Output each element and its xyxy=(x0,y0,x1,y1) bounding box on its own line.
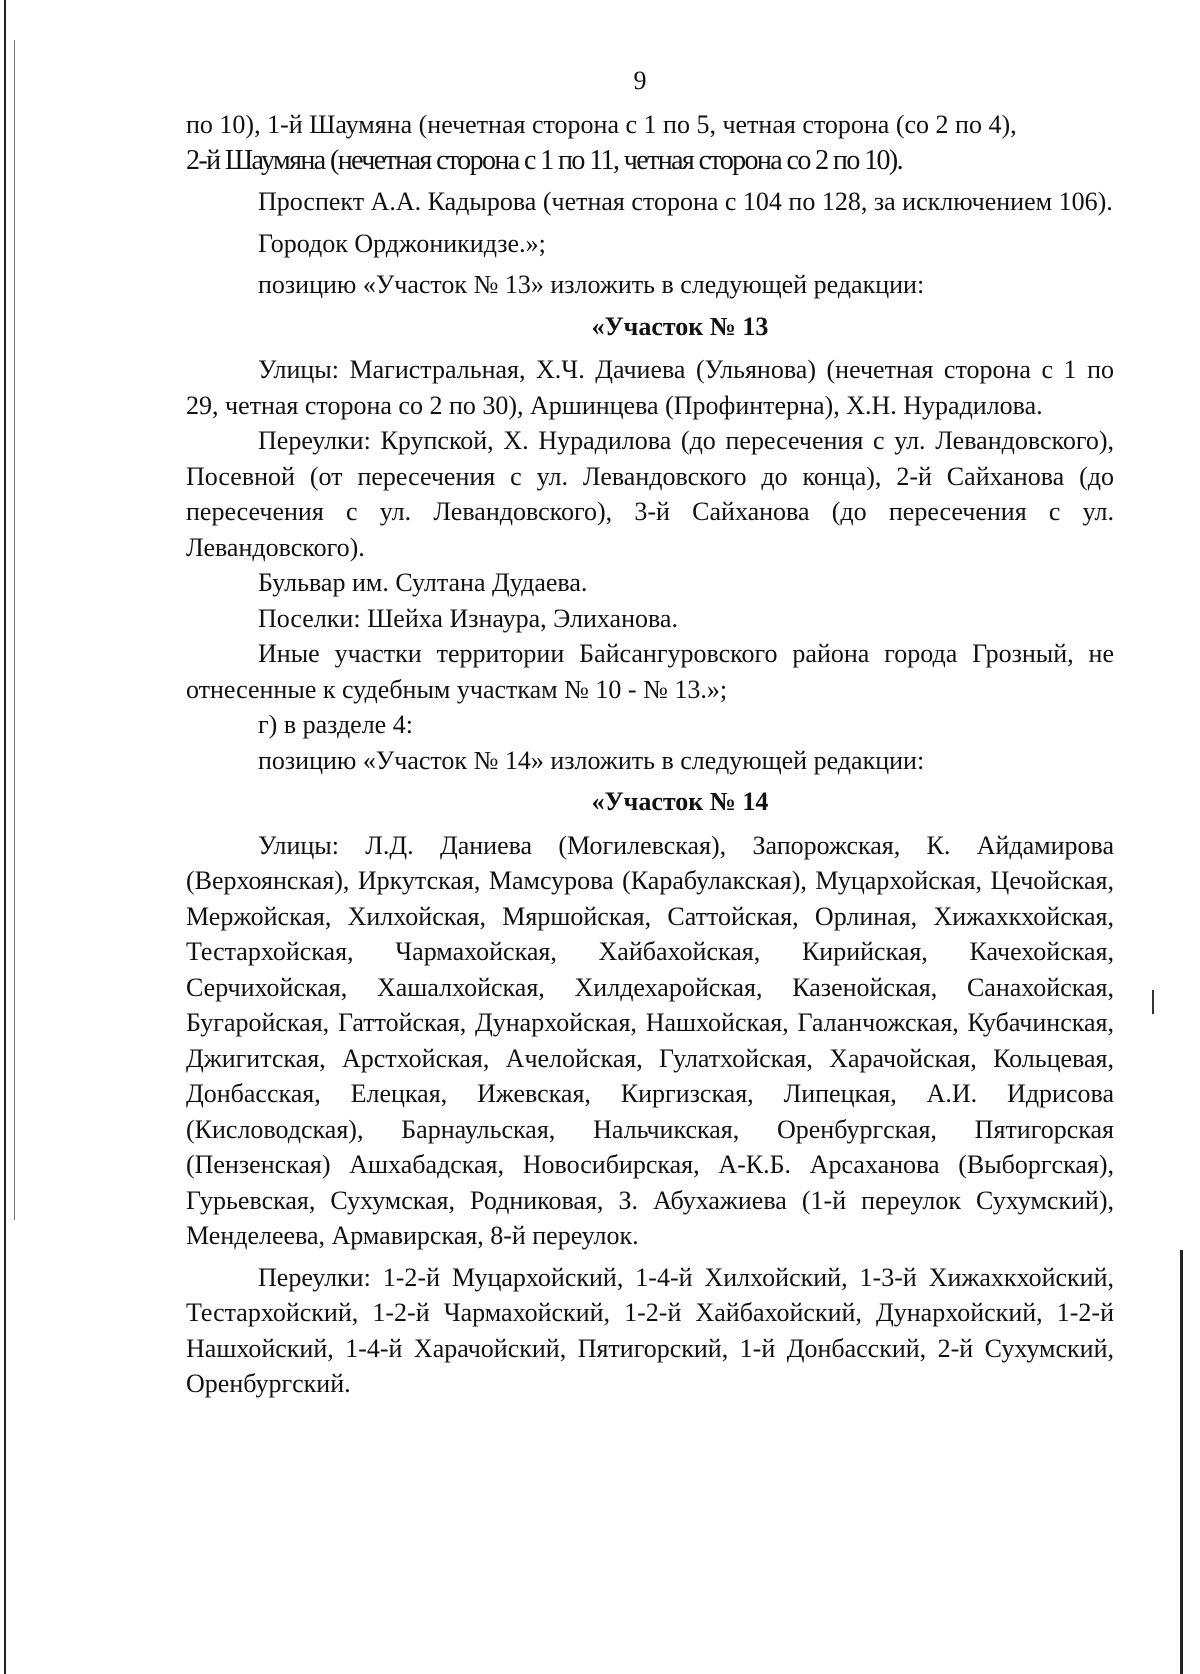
scan-edge-line xyxy=(14,40,15,1220)
paragraph-shaumyana-2: 2-й Шаумяна (нечетная сторона с 1 по 11, четная сторона со 2 по 10). xyxy=(186,144,903,176)
paragraph-streets-13: Улицы: Магистральная, Х.Ч. Дачиева (Ульянова) (нечетная сторона с 1 по 29, четная сторона со 2 по 30), Аршинцева (Профинтерна), Х.Н. Нурадилова. xyxy=(186,355,1114,420)
document-body xyxy=(186,107,1114,1402)
scan-edge-right xyxy=(1180,1250,1183,1674)
section-heading-14: «Участок № 14 xyxy=(591,787,769,816)
page-number: 9 xyxy=(633,66,647,95)
paragraph-prospekt: Проспект А.А. Кадырова (четная сторона с 104 по 128, за исключением 106). xyxy=(258,187,1113,216)
paragraph-other-areas: Иные участки территории Байсангуровского района города Грозный, не отнесенные к судебным участкам № 10 - № 13.»; xyxy=(186,639,1114,704)
scan-edge-left xyxy=(0,0,6,1674)
paragraph-lanes-14: Переулки: 1-2-й Муцархойский, 1-4-й Хилхойский, 1-3-й Хижахкхойский, Тестархойский, 1-2-й Чармахойский, 1-2-й Хайбахойский, Дунархойский, 1-2-й Нашхойский, 1-4-й Харачойский, Пятигорский, 1-й Донбасский, 2-й Сухумский, Оренбургский. xyxy=(186,1262,1114,1398)
paragraph-boulevard: Бульвар им. Султана Дудаева. xyxy=(258,568,588,597)
paragraph-section-4: г) в разделе 4: xyxy=(258,710,413,739)
section-heading-13: «Участок № 13 xyxy=(591,311,769,341)
paragraph-position-14: позицию «Участок № 14» изложить в следующей редакции: xyxy=(258,745,925,775)
paragraph-continuation: по 10), 1-й Шаумяна (нечетная сторона с 1 по 5, четная сторона (со 2 по 4), xyxy=(186,110,1017,139)
paragraph-settlements: Поселки: Шейха Изнаура, Элиханова. xyxy=(258,603,678,633)
paragraph-streets-14: Улицы: Л.Д. Даниева (Могилевская), Запорожская, К. Айдамирова (Верхоянская), Иркутская, Мамсурова (Карабулакская), Муцархойская, Цечойская, Мержойская, Хилхойская, Мяршойская, Саттойская, Орлиная, Хижахкхойская, Тестархойская, Чармахойская, Хайбахойская, Кирийская, Качехойская, Серчихойская, Хашалхойская, Хилдехаройская, Казенойская, Санахойская, Бугаройская, Гаттойская, Дунархойская, Нашхойская, Галанчожская, Кубачинская, Джигитская, Арстхойская, Ачелойская, Гулатхойская, Харачойская, Кольцевая, Донбасская, Елецкая, Ижевская, Киргизская, Липецкая, А.И. Идрисова (Кисловодская), Барнаульская, Нальчикская, Оренбургская, Пятигорская (Пензенская) Ашхабадская, Новосибирская, А-К.Б. Арсаханова (Выборгская), Гурьевская, Сухумская, Родниковая, З. Абухажиева (1-й переулок Сухумский), Менделеева, Армавирская, 8-й переулок. xyxy=(186,830,1114,1250)
paragraph-position-13: позицию «Участок № 13» изложить в следующей редакции: xyxy=(258,270,925,299)
paragraph-lanes-13: Переулки: Крупской, Х. Нурадилова (до пересечения с ул. Левандовского), Посевной (от пересечения с ул. Левандовского до конца), 2-й Сайханова (до пересечения с ул. Левандовского), 3-й Сайханова (до пересечения с ул. Левандовского). xyxy=(186,426,1114,562)
paragraph-gorodok: Городок Орджоникидзе.»; xyxy=(258,228,546,258)
scan-mark xyxy=(1152,990,1154,1014)
